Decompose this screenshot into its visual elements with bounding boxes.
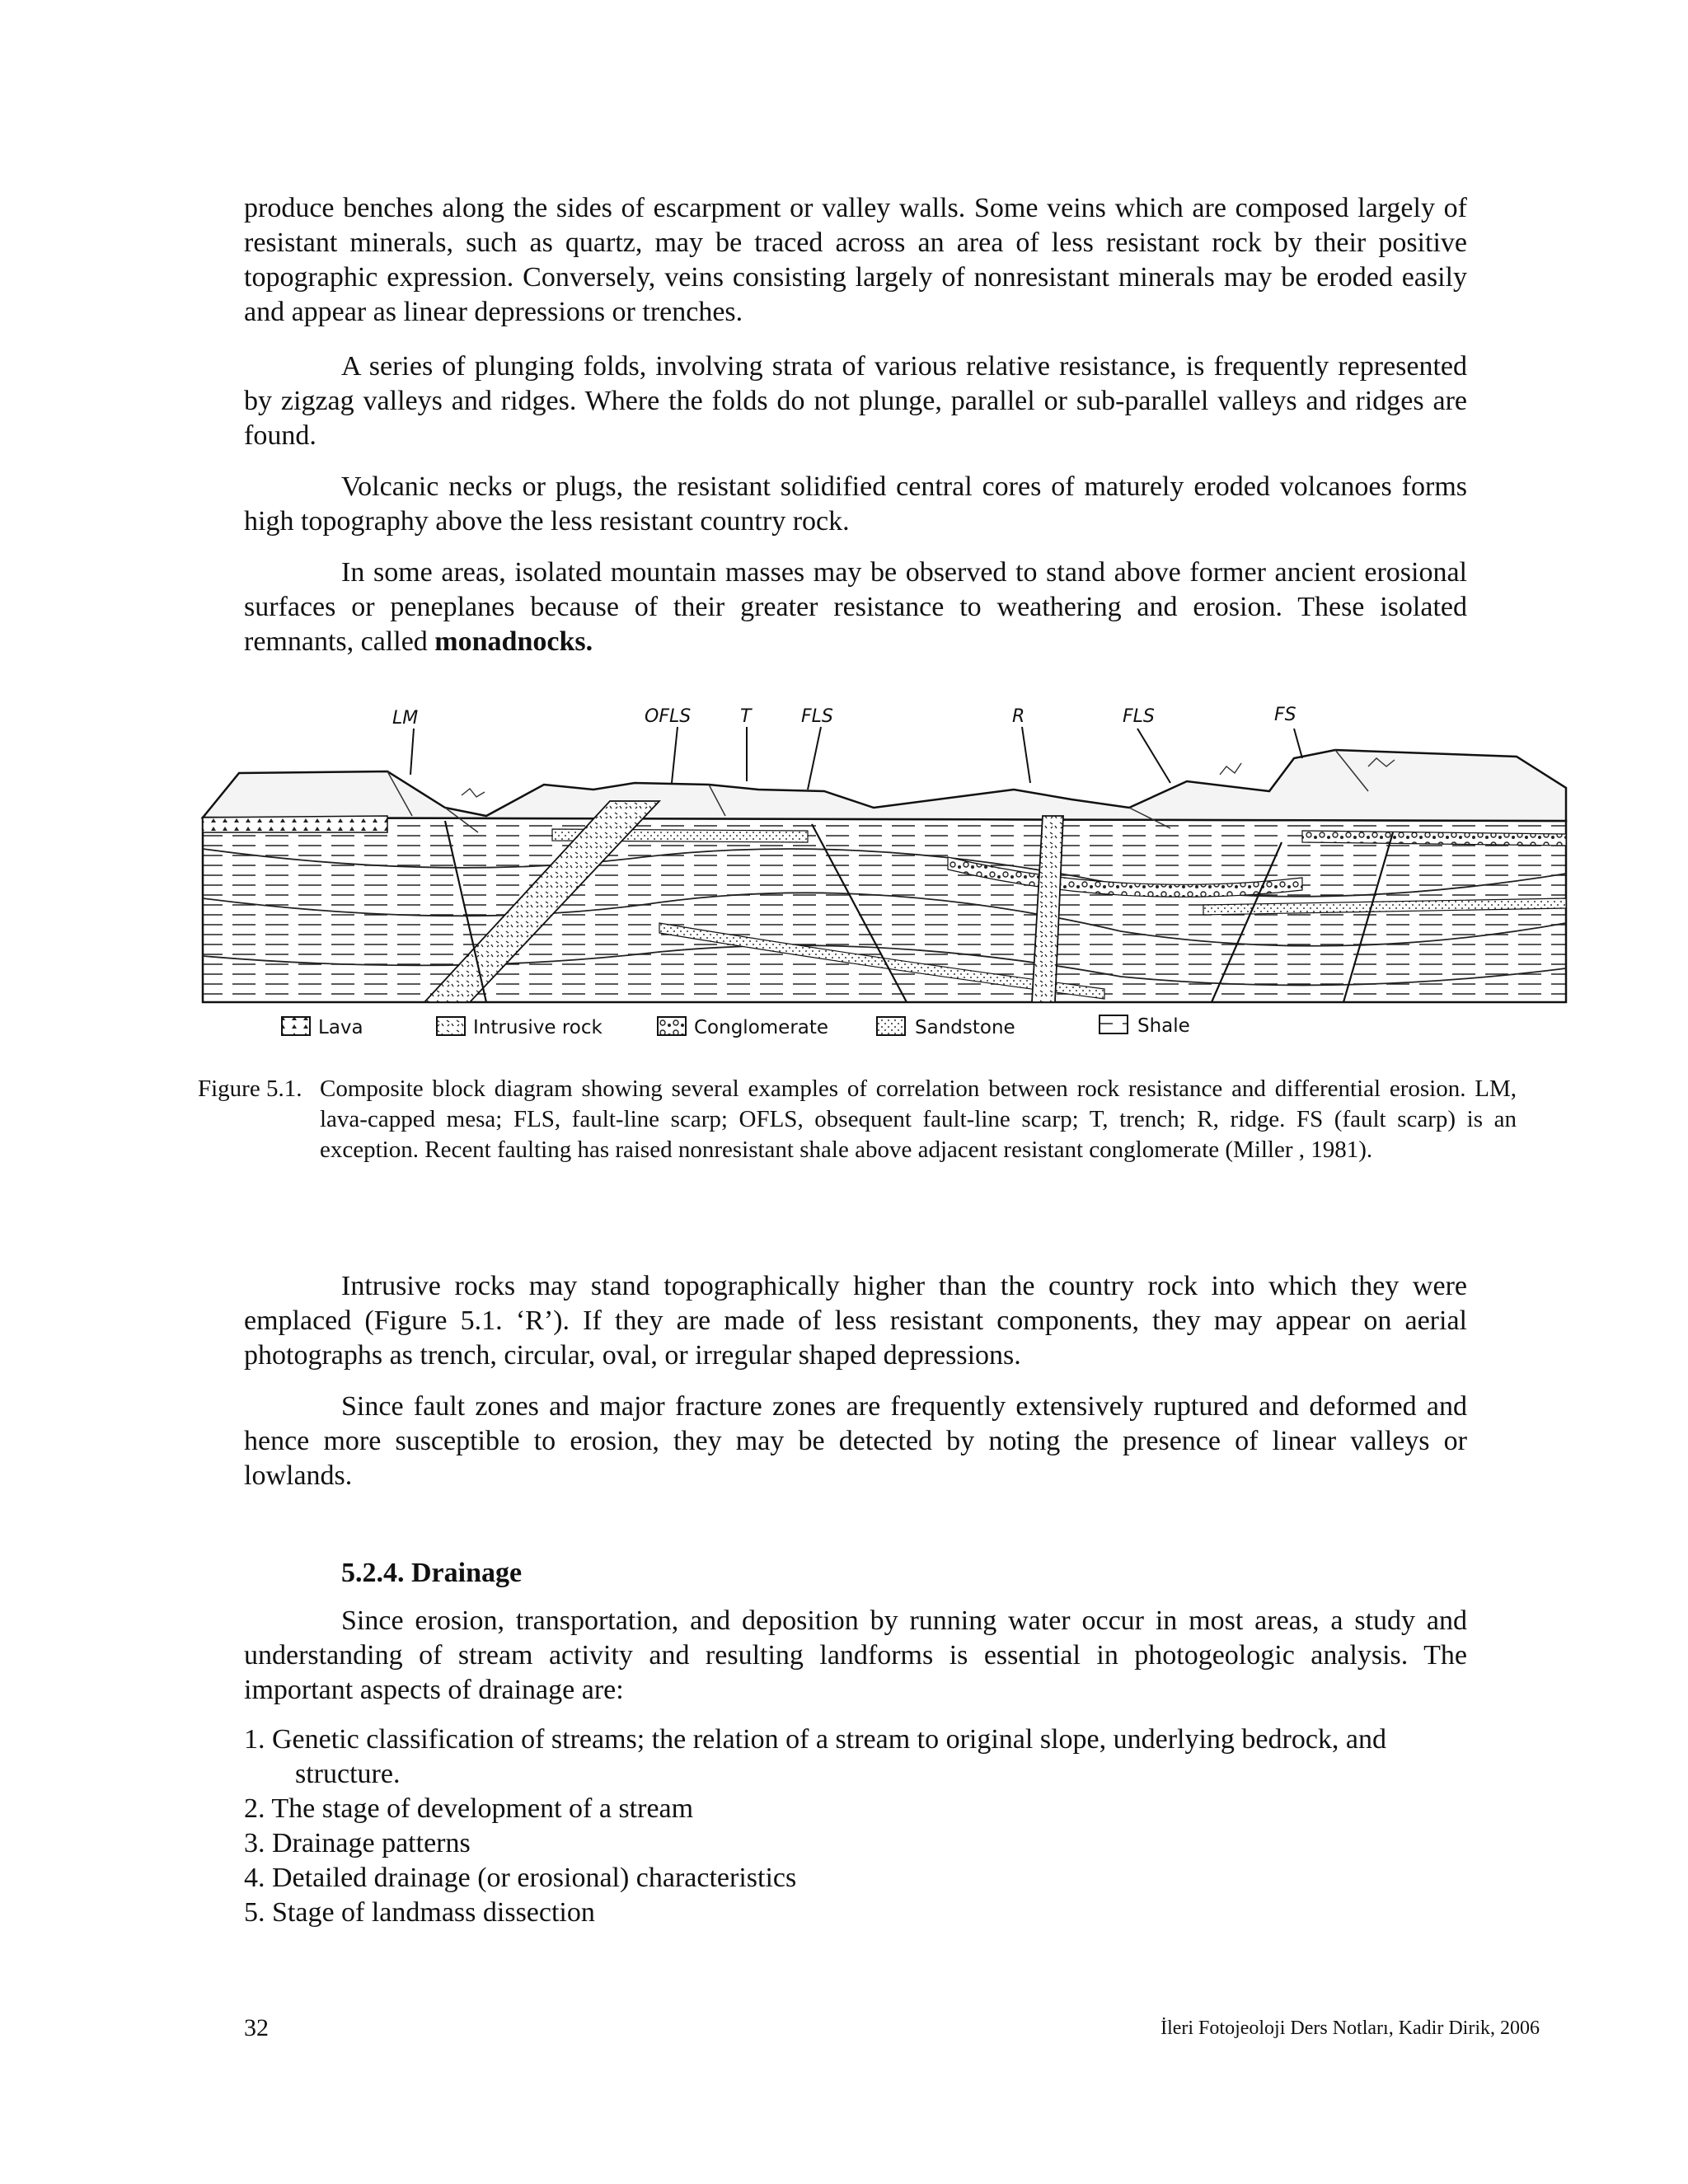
label-t: T — [740, 706, 752, 727]
paragraph-drainage-intro — [244, 1604, 1467, 1708]
paragraph-monadnocks — [244, 555, 1467, 659]
label-fls-1: FLS — [801, 706, 833, 727]
legend-swatch-lava — [282, 1017, 310, 1035]
paragraph-veins — [244, 191, 1467, 330]
caption-label: Figure 5.1. — [198, 1076, 302, 1102]
paragraph-text: Since erosion, transportation, and deposition by running water occur in most areas, a study and understanding of stream activity and resulting landforms is essential in photogeologic analysis. The important aspects of drainage are: — [244, 1605, 1467, 1705]
monadnocks-term: monadnocks. — [434, 626, 593, 657]
list-item: 5. Stage of landmass dissection — [244, 1897, 595, 1928]
block-diagram — [198, 692, 1573, 1055]
paragraph-text: A series of plunging folds, involving strata of various relative resistance, is frequently represented by zigzag valleys and ridges. Where the folds do not plunge, parallel or sub-parallel valleys and ridges are found. — [244, 351, 1467, 451]
paragraph-volcanic-necks — [244, 470, 1467, 539]
legend-shale: Shale — [1137, 1015, 1190, 1037]
page-number: 32 — [244, 2014, 269, 2041]
paragraph-plunging-folds — [244, 349, 1467, 453]
list-item: 2. The stage of development of a stream — [244, 1793, 694, 1824]
label-ofls: OFLS — [645, 706, 692, 727]
legend-lava: Lava — [318, 1017, 363, 1038]
lava-layer — [203, 816, 387, 832]
caption-text: Composite block diagram showing several examples of correlation between rock resistance and differential erosion. LM, lava-capped mesa; FLS, fault-line scarp; OFLS, obsequent fault-line scarp; T, trench; R, ridge. FS (fault scarp) is an exception. Recent faulting has raised nonresistant shale above adjacent resistant conglomerate (Miller , 1981). — [320, 1076, 1517, 1163]
paragraph-span: In some areas, isolated mountain masses may be observed to stand above former ancient erosional surfaces or peneplanes because of their greater resistance to weathering and erosion. These isolated remnants, called — [244, 557, 1467, 657]
paragraph-fault-zones — [244, 1390, 1467, 1493]
legend-intrusive: Intrusive rock — [473, 1017, 603, 1038]
legend-sandstone: Sandstone — [915, 1017, 1015, 1038]
figure-caption — [198, 1074, 1517, 1165]
legend-swatch-conglomerate — [658, 1017, 686, 1035]
legend-swatch-shale — [1100, 1015, 1128, 1033]
block-diagram-figure — [198, 692, 1573, 1055]
paragraph-text: Intrusive rocks may stand topographically higher than the country rock into which they were emplaced (Figure 5.1. ‘R’). If they are made of less resistant components, they may appear on aerial photographs as trench, circular, oval, or irregular shaped depressions. — [244, 1271, 1467, 1371]
list-item: 3. Drainage patterns — [244, 1828, 471, 1858]
section-heading: 5.2.4. Drainage — [341, 1558, 523, 1588]
paragraph-text: produce benches along the sides of escarpment or valley walls. Some veins which are composed largely of resistant minerals, such as quartz, may be traced across an area of less resistant rock by their positive topographic expression. Conversely, veins consisting largely of nonresistant minerals may be eroded easily and appear as linear depressions or trenches. — [244, 193, 1467, 327]
label-lm: LM — [392, 708, 419, 729]
footer-credit: İleri Fotojeoloji Ders Notları, Kadir Dirik, 2006 — [1160, 2018, 1540, 2039]
label-arrows — [410, 727, 1302, 790]
drainage-aspects-list — [244, 1722, 1467, 1930]
paragraph-text — [244, 555, 1467, 659]
legend-conglomerate: Conglomerate — [694, 1017, 829, 1038]
paragraph-intrusive-rocks — [244, 1269, 1467, 1373]
list-item: 4. Detailed drainage (or erosional) characteristics — [244, 1863, 797, 1893]
list-item: 1. Genetic classification of streams; the relation of a stream to original slope, underlying bedrock, and structure. — [244, 1724, 1387, 1789]
figure-legend — [282, 1015, 1190, 1038]
label-fs: FS — [1274, 705, 1296, 725]
legend-swatch-intrusive — [437, 1017, 465, 1035]
paragraph-text: Since fault zones and major fracture zones are frequently extensively ruptured and deformed and hence more susceptible to erosion, they may be detected by noting the presence of linear valleys or lowlands. — [244, 1391, 1467, 1491]
label-fls-2: FLS — [1123, 706, 1155, 727]
paragraph-text: Volcanic necks or plugs, the resistant solidified central cores of maturely eroded volcanoes forms high topography above the less resistant country rock. — [244, 471, 1467, 537]
legend-swatch-sandstone — [877, 1017, 905, 1035]
label-r: R — [1012, 706, 1025, 727]
